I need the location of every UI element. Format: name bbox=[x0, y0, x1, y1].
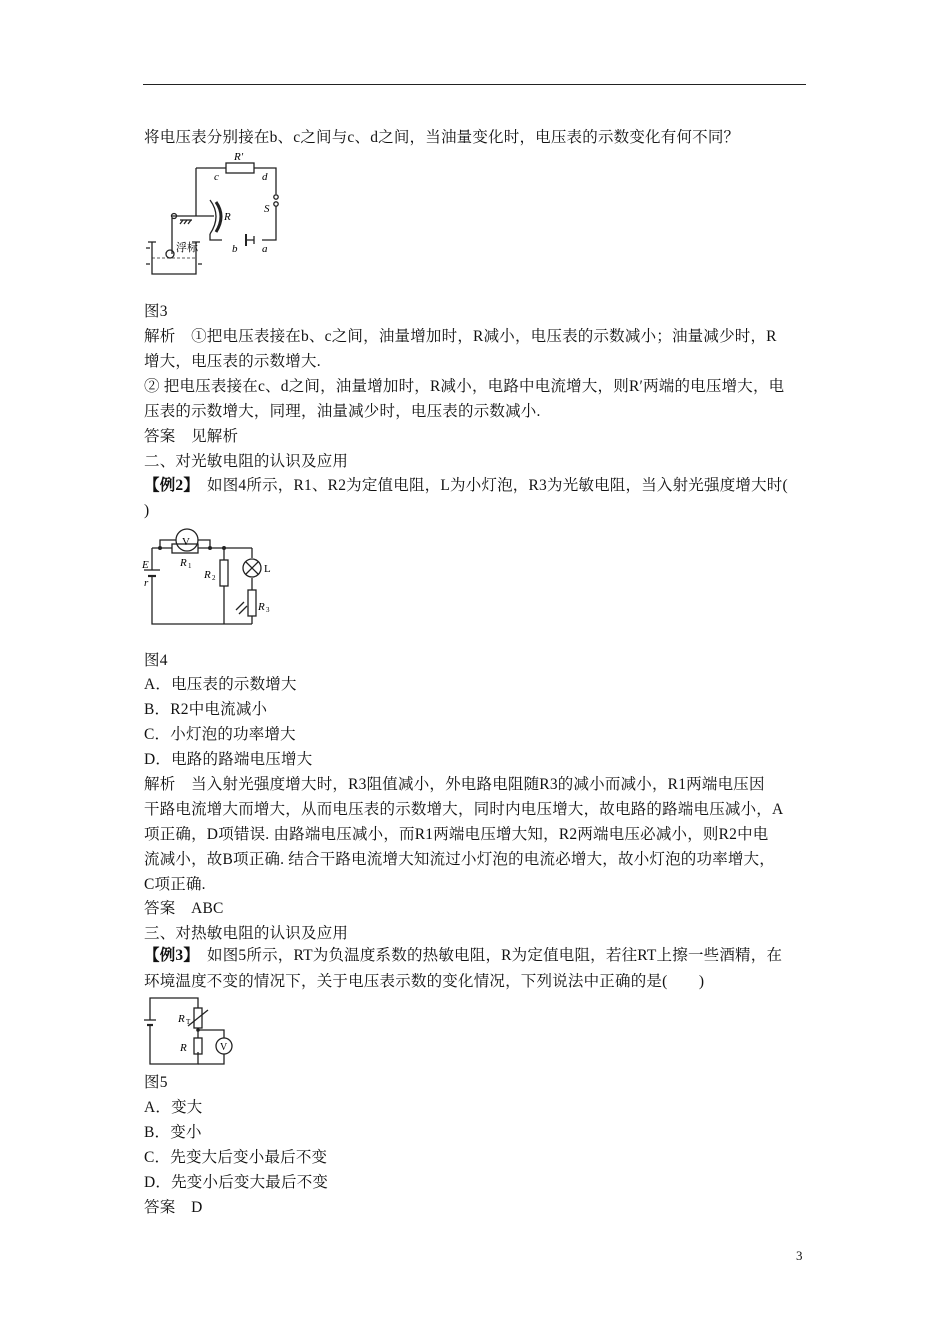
label-b: b bbox=[232, 243, 238, 255]
label-l: L bbox=[264, 563, 271, 575]
label-c: c bbox=[214, 171, 219, 183]
label-e: E bbox=[142, 559, 149, 571]
analysis-2-line-1: 解析 当入射光强度增大时，R3阻值减小，外电路电阻随R3的减小而减小，R1两端电压因 bbox=[144, 776, 765, 793]
analysis-2-line-5: C项正确. bbox=[144, 876, 206, 893]
label-s: S bbox=[264, 203, 270, 215]
section-2-heading: 二、对光敏电阻的认识及应用 bbox=[144, 453, 349, 470]
label-r2: R bbox=[204, 569, 211, 581]
label-r1-sub: 1 bbox=[188, 562, 192, 570]
analysis-1-line-1: 解析 ①把电压表接在b、c之间，油量增加时，R减小，电压表的示数减小；油量减少时，R bbox=[144, 328, 777, 345]
label-d: d bbox=[262, 171, 268, 183]
example-3-option-d: D．先变小后变大最后不变 bbox=[144, 1174, 329, 1191]
example-2-line-1 bbox=[144, 476, 788, 496]
question-text: 将电压表分别接在b、c之间与c、d之间，当油量变化时，电压表的示数变化有何不同？ bbox=[144, 129, 740, 146]
figure-5-caption: 图5 bbox=[144, 1074, 168, 1091]
example-3-line-1 bbox=[144, 946, 782, 966]
label-r3: R bbox=[258, 601, 265, 613]
label-rt-sub: T bbox=[186, 1018, 191, 1026]
analysis-1-line-2: 增大，电压表的示数增大. bbox=[144, 353, 321, 370]
figure-4-caption: 图4 bbox=[144, 652, 168, 669]
example-3-text: 如图5所示，RT为负温度系数的热敏电阻，R为定值电阻，若往RT上擦一些酒精，在 bbox=[191, 947, 783, 964]
label-rt: R bbox=[178, 1013, 185, 1025]
section-3-heading: 三、对热敏电阻的认识及应用 bbox=[144, 925, 349, 942]
label-r-prime: R′ bbox=[234, 151, 244, 163]
analysis-1-line-3: ② 把电压表接在c、d之间，油量增加时，R减小，电路中电流增大，则R′两端的电压增大，电 bbox=[144, 378, 785, 395]
example-3-option-b: B．变小 bbox=[144, 1124, 202, 1141]
example-3-line-2: 环境温度不变的情况下，关于电压表示数的变化情况，下列说法中正确的是( ) bbox=[144, 973, 705, 990]
answer-3: 答案 D bbox=[144, 1199, 203, 1216]
answer-1: 答案 见解析 bbox=[144, 428, 239, 445]
label-a: a bbox=[262, 243, 268, 255]
example-2-option-d: D．电路的路端电压增大 bbox=[144, 751, 313, 768]
label-r1: R bbox=[180, 557, 187, 569]
label-r: R bbox=[224, 211, 231, 223]
example-3-option-a: A．变大 bbox=[144, 1099, 203, 1116]
example-2-option-c: C．小灯泡的功率增大 bbox=[144, 726, 296, 743]
example-3-option-c: C．先变大后变小最后不变 bbox=[144, 1149, 328, 1166]
example-2-option-a: A．电压表的示数增大 bbox=[144, 676, 297, 693]
label-r: R bbox=[180, 1042, 187, 1054]
analysis-2-line-4: 流减小，故B项正确. 结合干路电流增大知流过小灯泡的电流必增大，故小灯泡的功率增大， bbox=[144, 851, 775, 868]
label-r2-sub: 2 bbox=[212, 574, 216, 582]
label-float: 浮标 bbox=[176, 242, 198, 254]
analysis-2-line-2: 干路电流增大而增大，从而电压表的示数增大，同时内电压增大，故电路的路端电压减小，A bbox=[144, 801, 784, 818]
label-r3-sub: 3 bbox=[266, 606, 270, 614]
example-2-text: 如图4所示，R1、R2为定值电阻，L为小灯泡，R3为光敏电阻，当入射光强度增大时( bbox=[191, 477, 788, 494]
analysis-1-line-4: 压表的示数增大，同理，油量减少时，电压表的示数减小. bbox=[144, 403, 541, 420]
label-r-internal: r bbox=[144, 577, 149, 589]
label-v: V bbox=[182, 536, 190, 548]
example-2-tag: 【例2】 bbox=[144, 477, 192, 494]
example-3-tag: 【例3】 bbox=[144, 947, 192, 964]
figure-3-circuit bbox=[140, 150, 290, 282]
header-rule bbox=[143, 84, 806, 85]
analysis-2-line-3: 项正确，D项错误. 由路端电压减小，而R1两端电压增大知，R2两端电压必减小，则R2中电 bbox=[144, 826, 769, 843]
example-2-option-b: B．R2中电流减小 bbox=[144, 701, 268, 718]
figure-5-circuit bbox=[140, 994, 240, 1068]
figure-4-circuit bbox=[140, 520, 275, 630]
label-v: V bbox=[220, 1042, 228, 1053]
answer-2: 答案 ABC bbox=[144, 900, 224, 917]
figure-3-caption: 图3 bbox=[144, 303, 168, 320]
example-2-line-2: ) bbox=[144, 502, 150, 519]
page-number: 3 bbox=[796, 1248, 803, 1263]
